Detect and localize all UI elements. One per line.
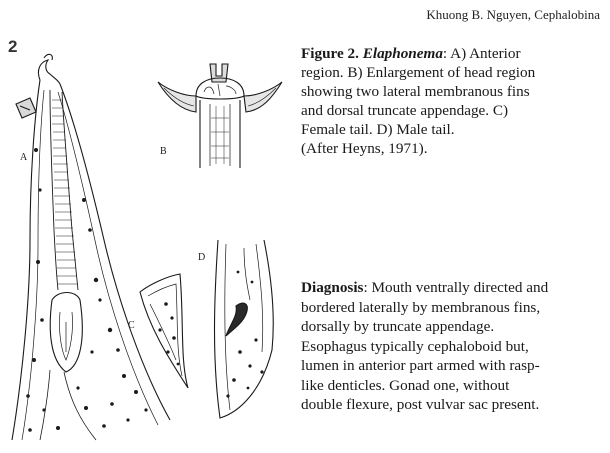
diagnosis-line-3: dorsally by truncate appendage.	[301, 318, 495, 335]
diagnosis-label: Diagnosis	[301, 279, 364, 296]
panel-a-stipple	[26, 148, 147, 432]
caption-line-5: Female tail. D) Male tail.	[301, 121, 455, 138]
caption-line-3: showing two lateral membranous fins	[301, 83, 530, 100]
caption-label: Figure 2.	[301, 45, 359, 62]
running-head: Khuong B. Nguyen, Cephalobina	[426, 7, 600, 22]
caption-line-4: and dorsal truncate appendage. C)	[301, 102, 509, 119]
panel-d-stipple	[226, 271, 263, 398]
diagnosis-line-1: : Mouth ventrally directed and	[363, 279, 549, 296]
panel-label-c: C	[128, 320, 135, 331]
caption-line-1: : A) Anterior	[442, 45, 521, 62]
diagnosis-paragraph	[301, 278, 606, 415]
panel-label-a: A	[20, 152, 28, 163]
panel-b-head-region	[158, 64, 282, 168]
panel-d-male-tail	[215, 240, 274, 418]
figure-number: 2	[8, 37, 18, 56]
diagnosis-line-2: bordered laterally by membranous fins,	[301, 298, 541, 316]
panel-a-anterior-region	[12, 54, 170, 440]
figure-plate	[0, 0, 300, 453]
panel-c-stipple	[158, 302, 179, 365]
caption-genus: Elaphonema	[362, 45, 443, 62]
figure-caption	[301, 44, 601, 158]
panel-label-d: D	[198, 252, 206, 263]
diagnosis-line-4: Esophagus typically cephaloboid but,	[301, 337, 529, 355]
diagnosis-line-6: like denticles. Gonad one, without	[301, 376, 510, 394]
caption-line-6: (After Heyns, 1971).	[301, 140, 428, 157]
panel-c-female-tail	[140, 274, 188, 388]
caption-line-2: region. B) Enlargement of head region	[301, 64, 536, 81]
panel-label-b: B	[160, 146, 167, 157]
diagnosis-line-7: double flexure, post vulvar sac present.	[301, 396, 540, 413]
diagnosis-line-5: lumen in anterior part armed with rasp-	[301, 357, 540, 374]
